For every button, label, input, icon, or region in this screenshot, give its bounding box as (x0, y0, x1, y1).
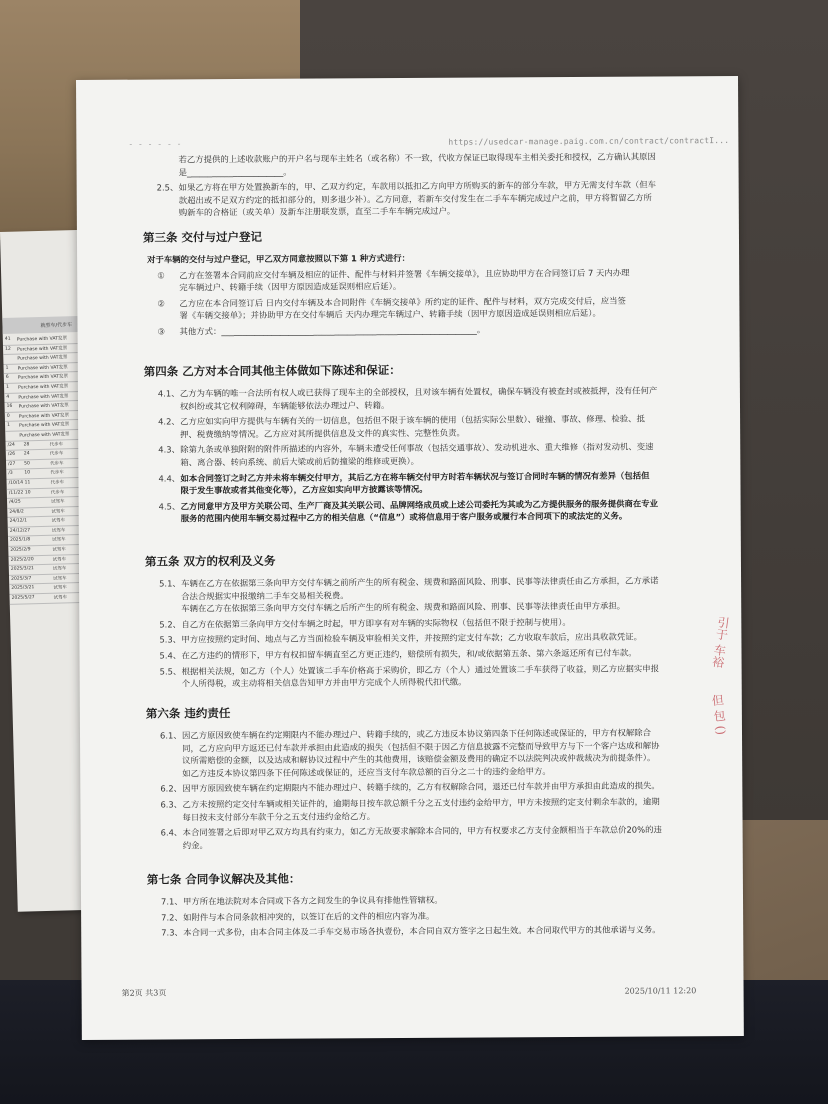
clause-text: 款超出或不足双方约定的抵扣部分的，则多退少补）。乙方同意，若新车交付发生在二手车车辆完成过户之前，甲方将暂留乙方所 (178, 192, 652, 206)
clause-text: 完车辆过户、转籍手续（因甲方原因造成延误则相应后延）。 (179, 281, 402, 293)
sheet-cell-a: 6 (5, 375, 9, 381)
page-url: https://usedcar-manage.paig.com.cn/contract/contractI... (448, 136, 730, 147)
clause-text: 车辆在乙方在依据第三条向甲方交付车辆之前所产生的所有税金、规费和路面风险、刑事、民事等法律责任由乙方承担，乙方承诺 (181, 575, 659, 589)
clause-number: 7.1、 (160, 896, 183, 907)
sheet-cell-a: 4 (6, 394, 10, 400)
clause-text: 在乙方违约的情形下，甲方有权扣留车辆直至乙方更正违约，赔偿所有损失，和/或依据第五条、第六条返还所有已付车款。 (181, 647, 637, 661)
clause-text: 如乙方违反本协议第四条下任何陈述或保证的，还应当支付车款总额的百分之二十的违约金给甲方。 (182, 765, 551, 779)
clause-text: 约金。 (182, 840, 208, 851)
sheet-cell-a: /26 (7, 451, 16, 457)
sheet-cell-a: 2025/3/7 (11, 576, 32, 582)
sheet-cell-c: 50 (24, 461, 30, 467)
header-left-mark: - - - - - - (128, 139, 182, 149)
sheet-cell-b: 试驾车 (51, 509, 65, 515)
clause-text: 因甲方原因致使车辆在约定期限内不能办理过户、转籍手续的，乙方有权解除合同，退还已付车款并由甲方承担由此造成的损失。 (182, 780, 660, 794)
clause-number: 7.3、 (161, 927, 183, 938)
sheet-cell-a: 24/12/1 (9, 518, 28, 525)
sheet-cell-b: Purchase with VAT发票 (17, 355, 68, 362)
clause-number: 4.1、 (157, 388, 180, 399)
sheet-cell-b: Purchase with VAT发票 (17, 345, 68, 353)
sheet-cell-b: 代步车 (50, 470, 64, 477)
sheet-cell-b: 试驾车 (53, 585, 67, 592)
sheet-cell-c: 11 (24, 480, 31, 486)
sheet-cell-b: 试驾车 (53, 595, 68, 601)
clause-text: 若乙方提供的上述收款账户的开户名与现车主姓名（或名称）不一致，代收方保证已取得现车主相关委托和授权，乙方确认其原因 (178, 151, 656, 165)
sheet-cell-b: 试驾车 (52, 557, 67, 563)
clause-number: 2.5、 (156, 182, 179, 193)
sheet-cell-b: 试驾车 (51, 499, 65, 505)
sheet-cell-b: 代步车 (50, 480, 65, 486)
sheet-cell-a: /3 (8, 471, 13, 477)
sheet-cell-b: 试驾车 (51, 518, 66, 525)
sheet-cell-a: /4/25 (9, 499, 21, 505)
sheet-cell-a: 2025/3/21 (11, 585, 35, 592)
clause-text: 如本合同签订之时乙方并未将车辆交付甲方，其后乙方在将车辆交付甲方时若车辆状况与签订合同时车辆的情况有差异（包括但 (180, 470, 650, 483)
clause-text: 因乙方原因致使车辆在约定期限内不能办理过户、转籍手续的，或乙方违反本协议第四条下任何陈述或保证的，甲方有权解除合 (181, 727, 652, 741)
clause-text: 甲方所在地法院对本合同或下各方之间发生的争议具有排他性管辖权。 (182, 894, 443, 907)
clause-number: 4.2、 (158, 416, 180, 427)
clause-text: 权纠纷或其它权利障碍，车辆能够依法办理过户、转籍。 (179, 399, 390, 411)
sheet-cell-b: 代步车 (49, 441, 64, 448)
sheet-cell-a: 2025/2/9 (10, 547, 31, 553)
sheet-cell-c: 10 (24, 470, 31, 476)
sheet-cell-b: 试驾车 (52, 566, 67, 572)
clause-text: 服务的范围内使用车辆交易过程中乙方的相关信息（“信息”）或将信息用于客户服务或履行本合同项下的或法定的义务。 (180, 511, 628, 524)
clause-number: 5.2、 (159, 619, 182, 630)
clause-text: 对于车辆的交付与过户登记，甲乙双方同意按照以下第 1 种方式进行： (147, 252, 411, 265)
sheet-cell-b: Purchase with VAT发票 (17, 365, 68, 372)
sheet-cell-b: Purchase with VAT发票 (16, 336, 68, 343)
clause-text: 车辆在乙方在依据第三条向甲方交付车辆之后所产生的所有税金、规费和路面风险、刑事、民事等法律责任由甲方承担。 (181, 600, 626, 614)
sheet-cell-b: 试驾车 (51, 528, 66, 534)
sheet-cell-b: Purchase with VAT发票 (17, 374, 69, 381)
sheet-cell-a: /27 (8, 461, 16, 467)
contract-page (76, 76, 744, 1040)
sheet-cell-a: /24 (7, 442, 15, 448)
clause-number: 5.4、 (159, 650, 182, 661)
clause-number: 6.2、 (160, 783, 183, 794)
sheet-cell-b: Purchase with VAT发票 (18, 413, 70, 420)
sheet-cell-a: 41 (4, 336, 11, 342)
page-number: 第2页 共3页 (121, 988, 167, 998)
sheet-cell-a: 24/8/2 (9, 509, 24, 515)
print-timestamp: 2025/10/11 12:20 (624, 986, 697, 996)
sheet-cell-b: 试驾车 (52, 547, 66, 553)
clause-number: ② (157, 298, 165, 309)
clause-text: 除第九条或单独附附的附件所描述的内容外，车辆未遭受任何事故（包括交通事故）、发动机进水、重大维修（指对发动机、变速 (180, 441, 654, 455)
sheet-cell-a: 2025/1/8 (10, 537, 31, 544)
clause-text: 本合同签署之后即对甲乙双方均具有约束力，如乙方无故要求解除本合同的，甲方有权要求乙方支付金额相当于车款总价20%的违 (182, 824, 662, 838)
sheet-cell-a: /11/22 (8, 489, 24, 496)
clause-text: 署《车辆交接单》；并协助甲方在交付车辆后 天内办理完车辆过户、转籍手续（因甲方原因造成延误则相应后延）。 (179, 308, 601, 321)
clause-text: 合法合规据实申报缴纳二手车交易相关税费。 (181, 589, 349, 601)
sheet-cell-a: 1 (5, 365, 9, 371)
clause-text: 个人所得税，或主动将相关信息告知甲方并由甲方完成个人所得税代扣代缴。 (181, 676, 467, 689)
sheet-cell-b: Purchase with VAT发票 (18, 393, 69, 401)
sheet-cell-b: Purchase with VAT发票 (18, 384, 69, 391)
sheet-cell-b: 代步车 (49, 451, 64, 457)
clause-text: 乙方应如实向甲方提供与车辆有关的一切信息，包括但不限于该车辆的使用（包括实际公里数）、碰撞、事故、修理、检验、抵 (180, 413, 645, 427)
clause-number: 5.3、 (159, 634, 182, 645)
sheet-cell-b: Purchase with VAT发票 (18, 403, 69, 410)
clause-text: 自乙方在依据第三条向甲方交付车辆之时起，甲方即享有对车辆的实际物权（包括但不限于控制与使用）。 (181, 616, 571, 630)
sheet-cell-a: 12 (4, 346, 11, 352)
sheet-cell-a: 1 (7, 423, 11, 429)
seal-stamp-2: 但 包 () (709, 693, 729, 736)
clause-text: 押、税费缴纳等情况。乙方应对其所提供信息及文件的真实性、完整性负责。 (180, 427, 465, 440)
clause-number: 4.5、 (158, 501, 181, 512)
sheet-cell-b: 试驾车 (53, 576, 67, 582)
clause-text: 乙方应在本合同签订后 日内交付车辆及本合同附件《车辆交接单》所约定的证件、配件与材料，双方完成交付后，应当签 (179, 295, 626, 309)
sheet-cell-c: 10 (24, 489, 31, 495)
clause-text: 每日按未支付部分车款千分之五支付违约金给乙方。 (182, 810, 376, 822)
section-heading: 第三条 交付与过户登记 (142, 229, 263, 245)
clause-text: 限于发生事故或者其他变化等），乙方应如实向甲方披露该等情况。 (180, 484, 428, 496)
sheet-cell-c: 28 (23, 441, 30, 447)
clause-number: 6.1、 (159, 730, 182, 741)
sheet-cell-a: 0 (6, 413, 10, 419)
clause-text: 乙方未按照约定交付车辆或相关证件的，逾期每日按车款总额千分之五支付违约金给甲方，甲方未按照约定支付剩余车款的，逾期 (182, 796, 660, 810)
sheet-cell-b: Purchase with VAT发票 (19, 422, 70, 429)
clause-text: 议所需赔偿的金额，以及达成和解协议过程中产生的其他费用，该赔偿金额及费用的确定不以法院判决或仲裁裁决为前提条件）。 (182, 752, 656, 766)
clause-text: 甲方应按照约定时间、地点与乙方当面检验车辆及审验相关文件，并按照约定支付车款；乙方收取车款后，应出具收款凭证。 (181, 631, 643, 645)
sheet-header-b: 就型车/代步车 (40, 322, 73, 329)
clause-number: 6.3、 (160, 799, 183, 810)
clause-number: 4.4、 (158, 472, 181, 484)
sheet-cell-b: 代步车 (50, 489, 65, 496)
clause-text: 如果乙方将在甲方处置换新车的，甲、乙双方约定，车款用以抵扣乙方向甲方所购买的新车的部分车款，甲方无需支付车款（但车 (178, 179, 657, 193)
clause-text: 乙方同意甲方及甲方关联公司、生产厂商及其关联公司、品牌网络成员或上述公司委托为其或为乙方提供服务的服务提供商在专业 (180, 498, 659, 512)
section-heading: 第六条 违约责任 (145, 706, 231, 721)
sheet-cell-a: 2025/3/21 (10, 566, 34, 573)
clause-number: 6.4、 (160, 827, 183, 838)
clause-text: 购新车的合格证（或关单）及新车注册联发票，直至二手车车辆完成过户。 (178, 206, 456, 218)
clause-text: 本合同一式多份，由本合同主体及二手车交易市场各执壹份，本合同自双方签字之日起生效。本合同取代甲方的其他承诺与义务。 (183, 924, 661, 938)
clause-text: 根据相关法规，如乙方（个人）处置该二手车价格高于采购价，即乙方（个人）通过处置该二手车获得了收益，则乙方应据实申报 (181, 663, 660, 676)
clause-text: 乙方为车辆的唯一合法所有权人或已获得了现车主的全部授权，且对该车辆有处置权，确保车辆没有被查封或被抵押，没有任何产 (179, 385, 658, 399)
clause-number: 5.5、 (159, 665, 182, 677)
clause-text: 其他方式：_____________________________________________________________。 (179, 324, 486, 337)
sheet-cell-b: 代步车 (50, 461, 64, 467)
clause-text: 如附件与本合同条款相冲突的，以签订在后的文件的相应内容为准。 (183, 910, 435, 922)
sheet-cell-b: 试驾车 (52, 537, 66, 544)
clause-text: 同，乙方应向甲方返还已付车款并承担由此造成的损失（包括但不限于因乙方信息披露不完整而导致甲方与下一个客户达成和解协 (182, 740, 660, 753)
sheet-cell-a: 1 (6, 384, 10, 390)
sheet-cell-a: 2025/5/27 (11, 595, 35, 601)
clause-text: 乙方在签署本合同前应交付车辆及相应的证件、配件与材料并签署《车辆交接单》，且应协助甲方在合同签订后 7 天内办理 (179, 267, 630, 280)
seal-stamp-1: 引于 车裕 (710, 615, 731, 669)
sheet-cell-b: Purchase with VAT发票 (19, 432, 70, 439)
clause-number: ① (157, 270, 165, 281)
section-heading: 第四条 乙方对本合同其他主体做如下陈述和保证： (143, 363, 401, 379)
clause-text: 是_______________________。 (178, 166, 292, 177)
clause-number: 5.1、 (159, 578, 181, 589)
section-heading: 第七条 合同争议解决及其他： (146, 871, 301, 887)
sheet-cell-a: 2025/2/20 (10, 556, 34, 563)
clause-number: ③ (157, 326, 166, 337)
clause-number: 7.2、 (161, 911, 183, 923)
section-heading: 第五条 双方的权利及义务 (144, 553, 276, 569)
sheet-cell-c: 24 (23, 451, 30, 457)
clause-text: 箱、离合器、转向系统、前后大梁或前后防撞梁的维修或更换）。 (180, 455, 420, 468)
clause-number: 4.3、 (158, 444, 180, 455)
sheet-cell-a: 16 (6, 403, 13, 410)
sheet-cell-a: 24/12/27 (9, 528, 31, 534)
sheet-cell-a: /10/14 (8, 480, 24, 486)
